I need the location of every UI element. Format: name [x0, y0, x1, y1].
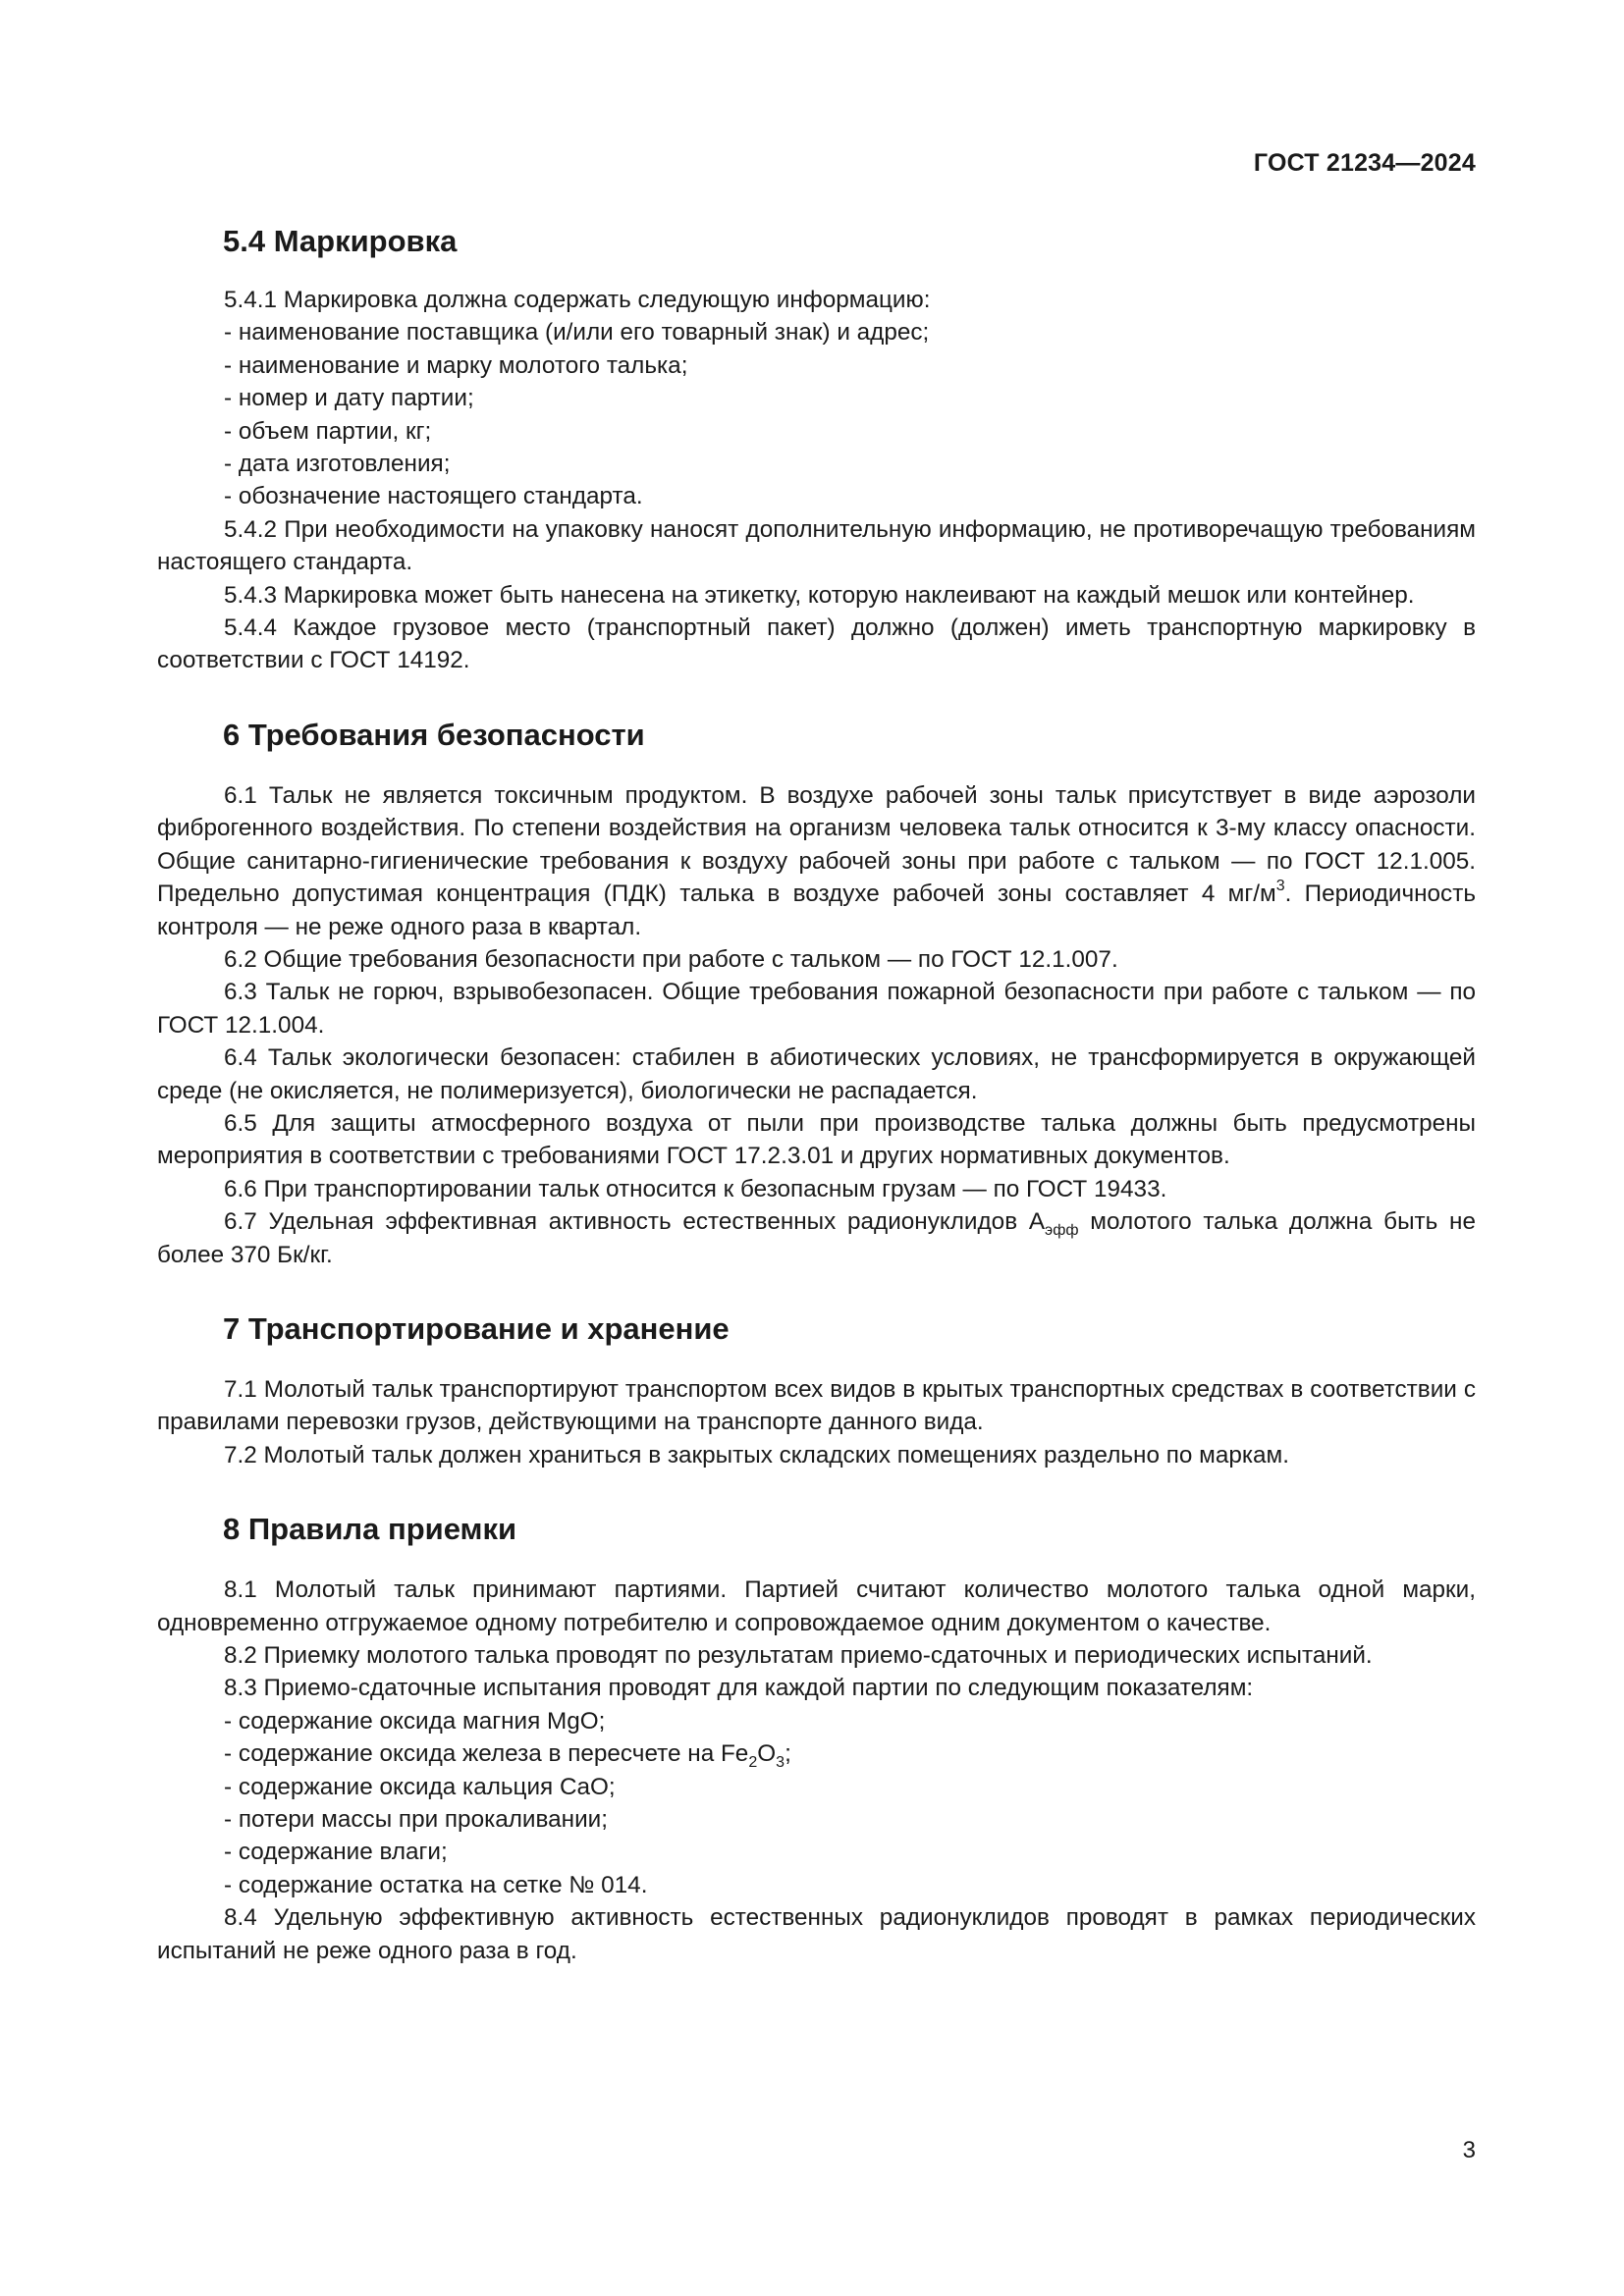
paragraph-6-3: 6.3 Тальк не горюч, взрывобезопасен. Общие требования пожарной безопасности при работе с тальком — по ГОСТ 12.1.004.: [157, 979, 1476, 1039]
list-item: [157, 1737, 1476, 1770]
list-item: - потери массы при прокаливании;: [224, 1806, 608, 1834]
paragraph-6-2: 6.2 Общие требования безопасности при работе с тальком — по ГОСТ 12.1.007.: [224, 945, 1118, 973]
paragraph-6-4: 6.4 Тальк экологически безопасен: стабилен в абиотических условиях, не трансформируется в окружающей среде (не окисляется, не полимеризуется), биологически не распадается.: [157, 1044, 1476, 1104]
paragraph-6-7-text: 6.7 Удельная эффективная активность естественных радионуклидов А: [224, 1208, 1046, 1236]
paragraph-5-4-1: 5.4.1 Маркировка должна содержать следующую информацию:: [224, 287, 931, 313]
paragraph-5-4-3: 5.4.3 Маркировка может быть нанесена на этикетку, которую наклеивают на каждый мешок или контейнер.: [224, 581, 1415, 609]
paragraph-5-4-4: 5.4.4 Каждое грузовое место (транспортный пакет) должно (должен) иметь транспортную маркировку в соответствии с ГОСТ 14192.: [157, 614, 1476, 674]
list-item: - содержание остатка на сетке № 014.: [224, 1871, 648, 1898]
list-item: - содержание оксида кальция CaO;: [224, 1773, 616, 1800]
paragraph-5-4-2: 5.4.2 При необходимости на упаковку наносят дополнительную информацию, не противоречащую требованиям настоящего стандарта.: [157, 515, 1476, 576]
paragraph-6-7: [157, 1205, 1476, 1271]
list-item: - номер и дату партии;: [224, 385, 474, 412]
superscript-3: 3: [1275, 876, 1285, 894]
paragraph-6-5: 6.5 Для защиты атмосферного воздуха от пыли при производстве талька должны быть предусмотрены мероприятия в соответствии с требованиями ГОСТ 17.2.3.01 и других нормативных документов.: [157, 1109, 1476, 1170]
paragraph-6-6: 6.6 При транспортировании тальк относится к безопасным грузам — по ГОСТ 19433.: [224, 1175, 1167, 1202]
paragraph-6-1-text: 6.1 Тальк не является токсичным продуктом. В воздухе рабочей зоны тальк присутствует в виде аэрозоли фиброгенного воздействия. По степени воздействия на организм человека тальк относится к 3-му классу опасности. Общие санитарно-гигиенические требования к воздуху рабочей зоны при работе с тальком — по ГОСТ 12.1.005. Предельно допустимая концентрация (ПДК) талька в воздухе рабочей зоны составляет 4 мг/м: [157, 781, 1476, 908]
list-item: - наименование поставщика (и/или его товарный знак) и адрес;: [224, 319, 930, 347]
list-item: - объем партии, кг;: [224, 417, 432, 445]
page-number: 3: [1462, 2137, 1476, 2163]
section-8-heading: 8 Правила приемки: [223, 1512, 517, 1547]
section-7-heading: 7 Транспортирование и хранение: [223, 1310, 730, 1346]
paragraph-7-1: 7.1 Молотый тальк транспортируют транспортом всех видов в крытых транспортных средствах в соответствии с правилами перевозки грузов, действующими на транспорте данного вида.: [157, 1375, 1476, 1436]
list-item-text: ;: [785, 1740, 791, 1768]
paragraph-8-3: 8.3 Приемо-сдаточные испытания проводят для каждой партии по следующим показателям:: [224, 1675, 1254, 1702]
list-item: - обозначение настоящего стандарта.: [224, 483, 643, 510]
section-6-heading: 6 Требования безопасности: [223, 717, 645, 752]
list-item-text: - содержание оксида железа в пересчете на Fe: [224, 1740, 749, 1768]
list-item-text: O: [757, 1740, 777, 1768]
paragraph-8-4: 8.4 Удельную эффективную активность естественных радионуклидов проводят в рамках периодических испытаний не реже одного раза в год.: [157, 1904, 1476, 1964]
paragraph-6-7-tail: молотого талька должна быть не более 370 Бк/кг.: [157, 1208, 1476, 1268]
list-item: - наименование и марку молотого талька;: [224, 351, 688, 379]
section-5-4-heading: 5.4 Маркировка: [223, 224, 458, 258]
subscript-2: 2: [748, 1753, 758, 1772]
paragraph-8-1: 8.1 Молотый тальк принимают партиями. Партией считают количество молотого талька одной марки, одновременно отгружаемое одному потребителю и сопровождаемое одним документом о качестве.: [157, 1576, 1476, 1636]
list-item: - содержание влаги;: [224, 1839, 448, 1866]
page-content: [157, 222, 1476, 1967]
paragraph-6-1-tail: . Периодичность контроля — не реже одного раза в квартал.: [157, 881, 1476, 940]
paragraph-8-2: 8.2 Приемку молотого талька проводят по результатам приемо-сдаточных и периодических испытаний.: [224, 1642, 1373, 1669]
document-code: ГОСТ 21234—2024: [1253, 149, 1476, 177]
subscript-eff: эфф: [1045, 1221, 1079, 1240]
list-item: - содержание оксида магния MgO;: [224, 1707, 606, 1735]
paragraph-6-1: [157, 779, 1476, 943]
subscript-3: 3: [776, 1753, 785, 1772]
list-item: - дата изготовления;: [224, 451, 451, 478]
paragraph-7-2: 7.2 Молотый тальк должен храниться в закрытых складских помещениях раздельно по маркам.: [224, 1441, 1289, 1468]
